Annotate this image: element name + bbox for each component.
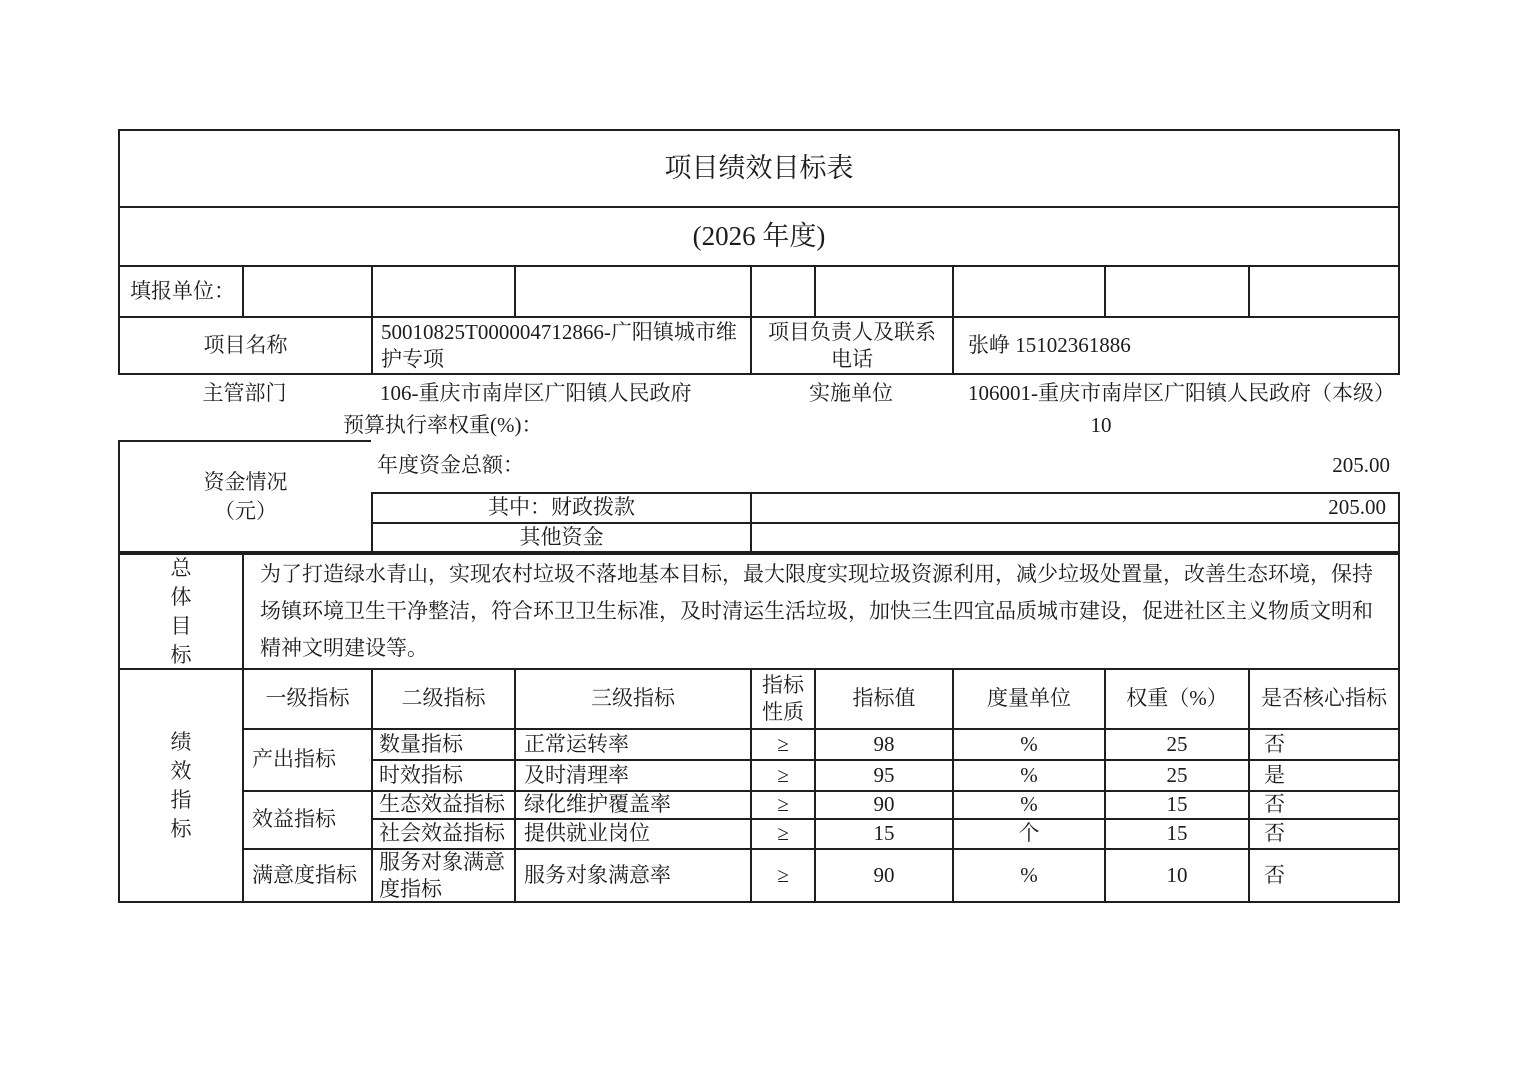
funds-other-label: 其他资金 <box>371 522 750 553</box>
funds-total-label: 年度资金总额： <box>377 453 524 478</box>
row-cell-level3: 正常运转率 <box>514 728 750 759</box>
project-leader-label: 项目负责人及联系电话 <box>750 316 952 375</box>
report-unit-cell-4 <box>750 265 814 316</box>
report-unit-cell-6 <box>952 265 1104 316</box>
overall-goal-label: 总 体 目 标 <box>118 553 242 668</box>
impl-unit-label: 实施单位 <box>809 381 893 406</box>
group-benefit-label: 效益指标 <box>242 790 371 848</box>
document-title: 项目绩效目标表 <box>118 129 1400 206</box>
row-cell-core: 否 <box>1248 790 1400 818</box>
row-cell-value: 15 <box>814 818 952 848</box>
row-cell-level3: 提供就业岗位 <box>514 818 750 848</box>
row-cell-value: 90 <box>814 848 952 903</box>
project-name-value: 50010825T000004712866-广阳镇城市维护专项 <box>371 316 750 375</box>
row-cell-level3: 及时清理率 <box>514 759 750 790</box>
budget-rate-value: 10 <box>1090 413 1112 438</box>
report-unit-cell-2 <box>371 265 514 316</box>
row-cell-value: 95 <box>814 759 952 790</box>
row-cell-level2: 服务对象满意度指标 <box>371 848 514 903</box>
row-cell-level3: 服务对象满意率 <box>514 848 750 903</box>
report-unit-label: 填报单位： <box>118 265 242 316</box>
row-cell-weight: 10 <box>1104 848 1248 903</box>
row-cell-unit: % <box>952 790 1104 818</box>
header-level2: 二级指标 <box>371 668 514 728</box>
report-unit-cell-7 <box>1104 265 1248 316</box>
dept-label: 主管部门 <box>202 381 287 406</box>
row-cell-unit: 个 <box>952 818 1104 848</box>
row-cell-core: 否 <box>1248 728 1400 759</box>
header-value: 指标值 <box>814 668 952 728</box>
row-cell-unit: % <box>952 728 1104 759</box>
funds-fiscal-value: 205.00 <box>750 492 1400 522</box>
row-cell-level2: 数量指标 <box>371 728 514 759</box>
impl-unit-value: 106001-重庆市南岸区广阳镇人民政府（本级） <box>968 381 1395 406</box>
project-leader-value: 张峥 15102361886 <box>952 316 1400 375</box>
header-core: 是否核心指标 <box>1248 668 1400 728</box>
project-name-label: 项目名称 <box>118 316 371 375</box>
row-cell-nature: ≥ <box>750 790 814 818</box>
row-cell-level2: 时效指标 <box>371 759 514 790</box>
header-level1: 一级指标 <box>242 668 371 728</box>
row-cell-core: 否 <box>1248 848 1400 903</box>
header-nature: 指标性质 <box>750 668 814 728</box>
row-cell-nature: ≥ <box>750 848 814 903</box>
document-year: (2026 年度) <box>118 206 1400 265</box>
header-unit: 度量单位 <box>952 668 1104 728</box>
funds-total-value: 205.00 <box>1332 453 1390 478</box>
header-level3: 三级指标 <box>514 668 750 728</box>
row-cell-level3: 绿化维护覆盖率 <box>514 790 750 818</box>
budget-rate-label: 预算执行率权重(%)： <box>343 413 543 438</box>
row-cell-level2: 社会效益指标 <box>371 818 514 848</box>
group-output-label: 产出指标 <box>242 728 371 790</box>
row-cell-weight: 25 <box>1104 728 1248 759</box>
dept-value: 106-重庆市南岸区广阳镇人民政府 <box>380 381 692 406</box>
header-weight: 权重（%） <box>1104 668 1248 728</box>
row-cell-weight: 15 <box>1104 818 1248 848</box>
row-cell-nature: ≥ <box>750 728 814 759</box>
report-unit-cell-8 <box>1248 265 1400 316</box>
row-cell-nature: ≥ <box>750 818 814 848</box>
group-satisfaction-label: 满意度指标 <box>242 848 371 903</box>
row-cell-core: 是 <box>1248 759 1400 790</box>
report-unit-cell-5 <box>814 265 952 316</box>
row-cell-weight: 25 <box>1104 759 1248 790</box>
report-unit-cell-1 <box>242 265 371 316</box>
row-cell-value: 98 <box>814 728 952 759</box>
overall-goal-text: 为了打造绿水青山，实现农村垃圾不落地基本目标，最大限度实现垃圾资源利用，减少垃圾处置量，改善生态环境，保持场镇环境卫生干净整洁，符合环卫卫生标准，及时清运生活垃圾，加快三生四宜品质城市建设，促进社区主义物质文明和精神文明建设等。 <box>242 553 1400 668</box>
funds-other-value <box>750 522 1400 553</box>
indicators-section-label: 绩 效 指 标 <box>118 668 242 903</box>
report-unit-cell-3 <box>514 265 750 316</box>
row-cell-unit: % <box>952 848 1104 903</box>
row-cell-value: 90 <box>814 790 952 818</box>
row-cell-unit: % <box>952 759 1104 790</box>
row-cell-level2: 生态效益指标 <box>371 790 514 818</box>
funds-fiscal-label: 其中：财政拨款 <box>371 492 750 522</box>
row-cell-weight: 15 <box>1104 790 1248 818</box>
row-cell-core: 否 <box>1248 818 1400 848</box>
funds-section-label: 资金情况 （元） <box>118 440 371 553</box>
row-cell-nature: ≥ <box>750 759 814 790</box>
